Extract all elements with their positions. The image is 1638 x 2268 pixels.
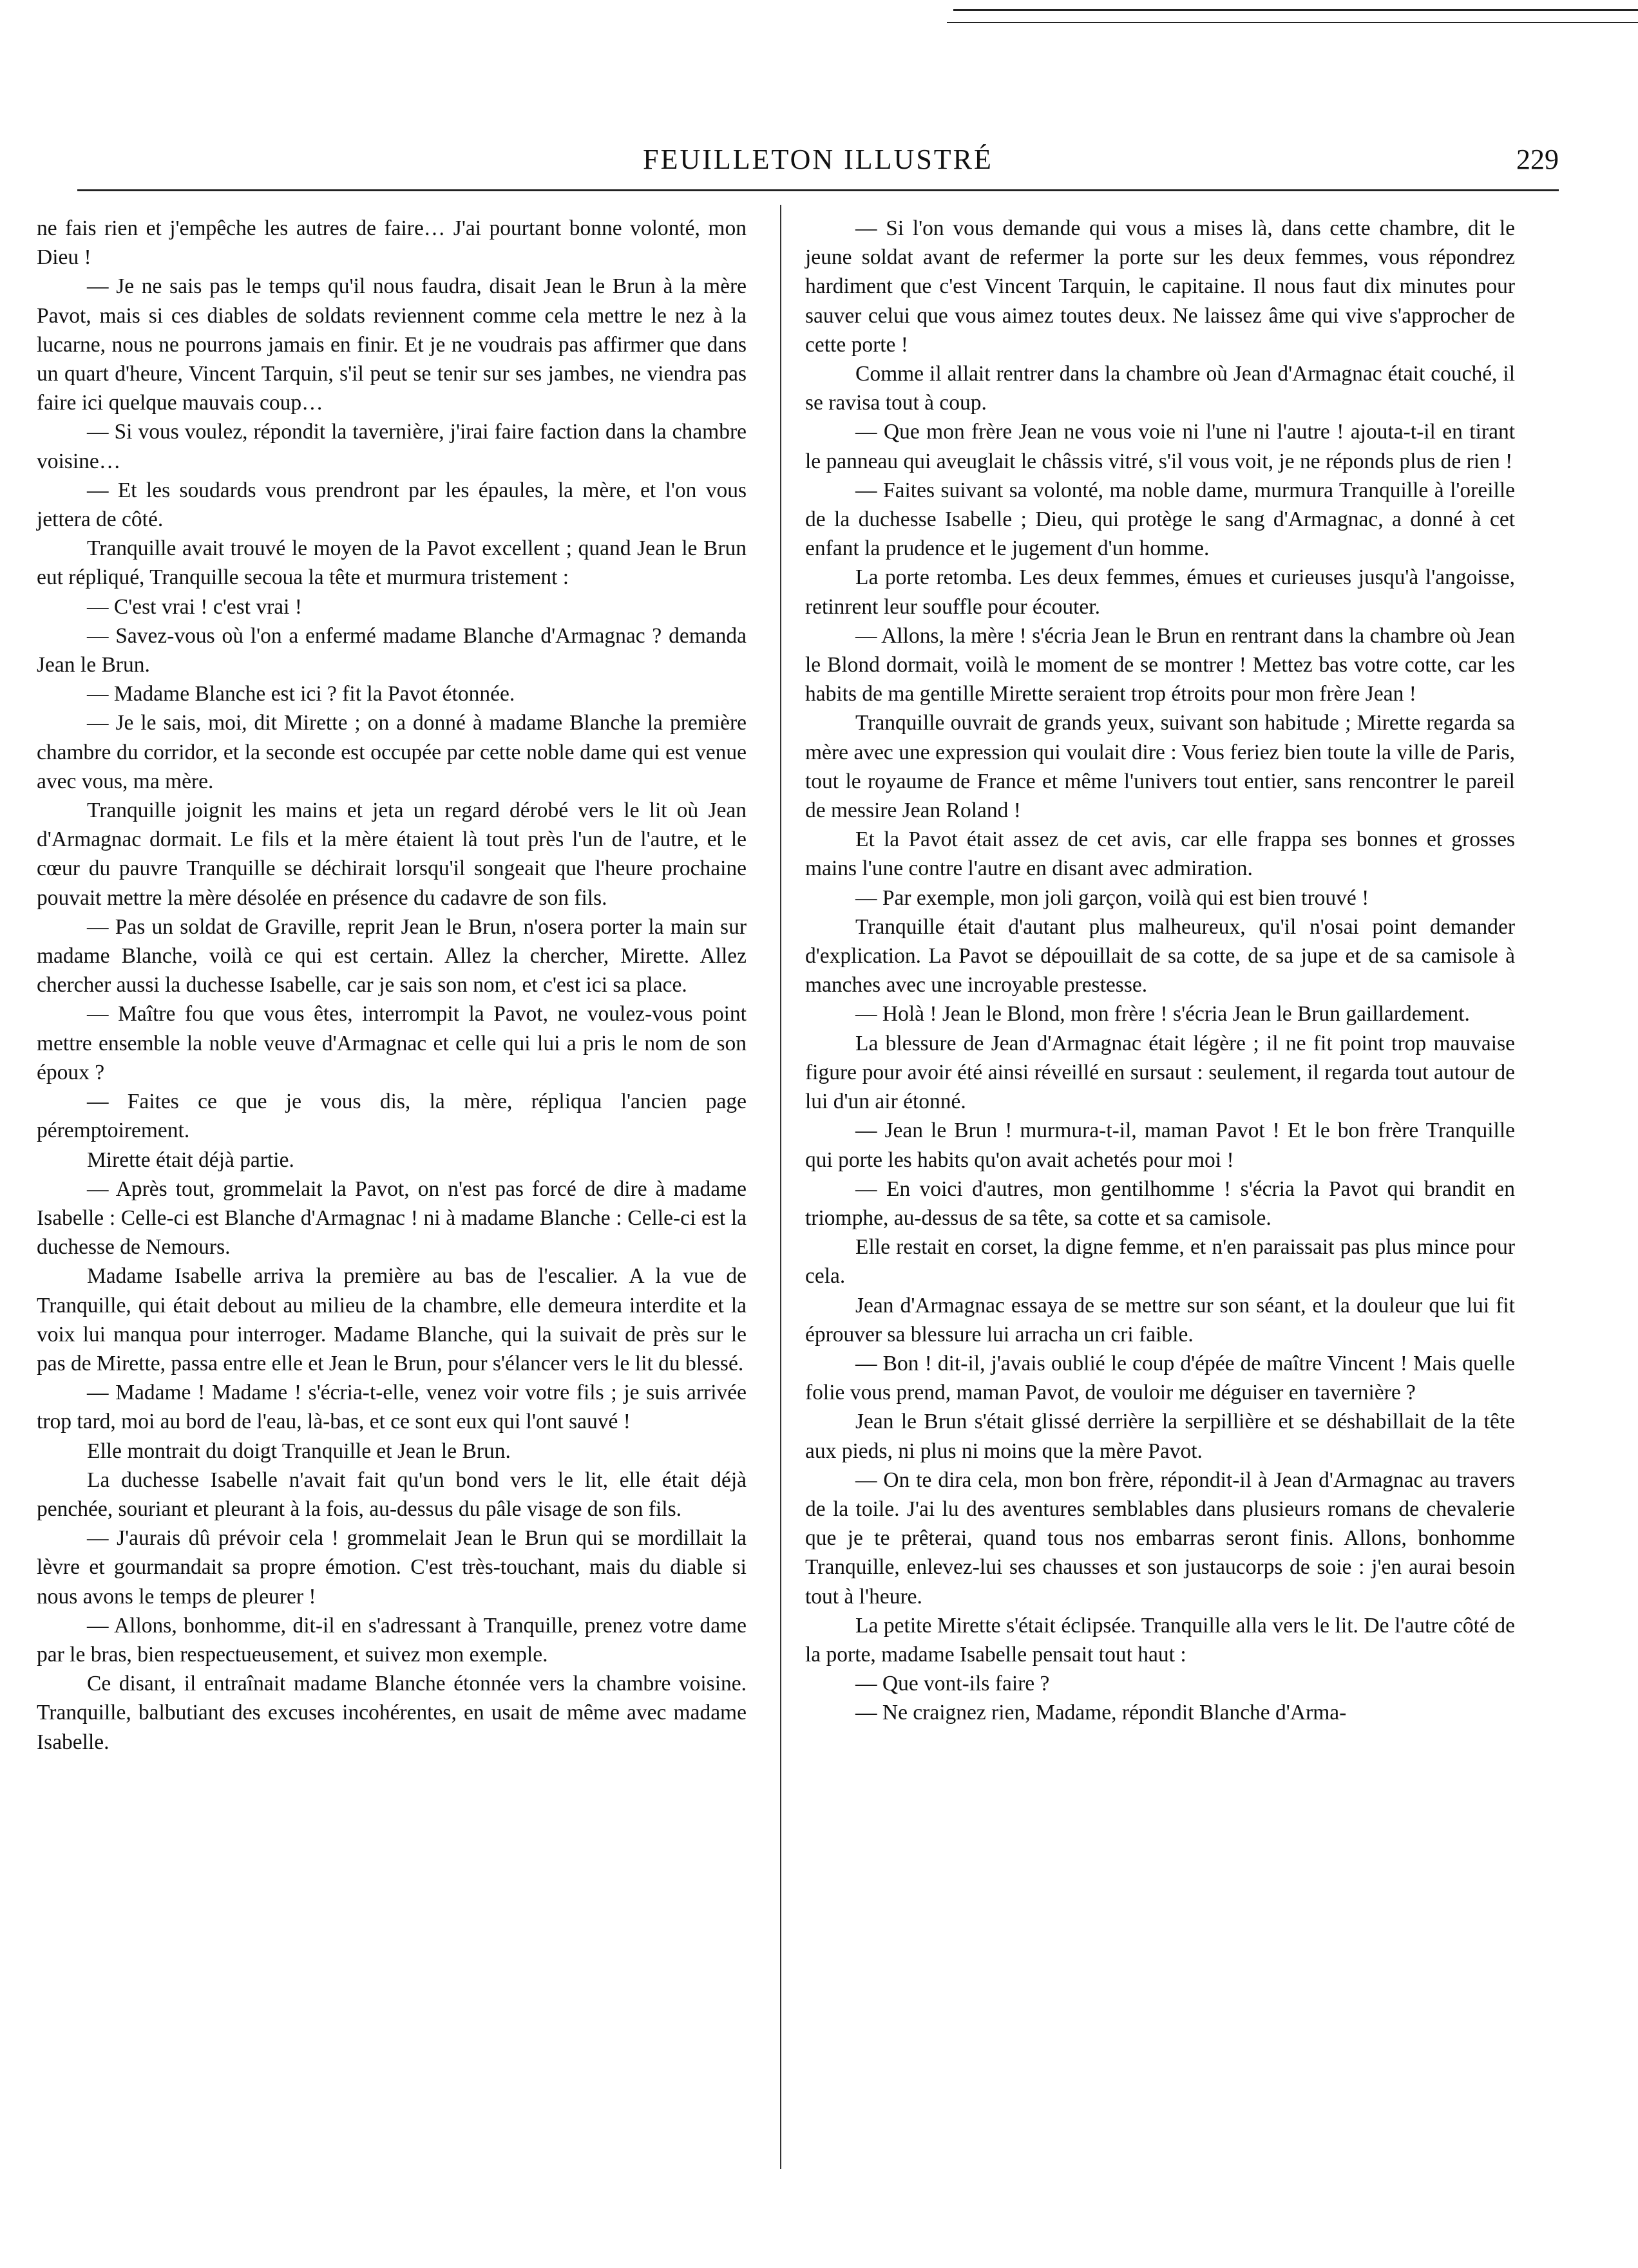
paragraph: — Holà ! Jean le Blond, mon frère ! s'écria Jean le Brun gaillardement. xyxy=(855,1002,1470,1026)
paragraph: — Jean le Brun ! murmura-t-il, maman Pavot ! Et le bon frère Tranquille qui porte les habits qu'on avait achetés pour moi ! xyxy=(805,1119,1515,1172)
paragraph: — Si l'on vous demande qui vous a mises là, dans cette chambre, dit le jeune soldat avant de refermer la porte sur les deux femmes, vous répondrez hardiment que c'est Vincent Tarquin, le capitaine. Il nous faut dix minutes pour sauver celui que vous aimez toutes deux. Ne laissez âme qui vive s'approcher de cette porte ! xyxy=(805,216,1515,357)
paragraph: — C'est vrai ! c'est vrai ! xyxy=(87,594,302,619)
header-rule xyxy=(77,189,1559,191)
paragraph: Jean le Brun s'était glissé derrière la serpillière et se déshabillait de la tête aux pieds, ni plus ni moins que la mère Pavot. xyxy=(805,1410,1515,1463)
paragraph: — J'aurais dû prévoir cela ! grommelait Jean le Brun qui se mordillait la lèvre et gourmandait sa propre émotion. C'est très-touchant, mais du diable si nous avons le temps de pleurer ! xyxy=(37,1526,747,1609)
paragraph: Comme il allait rentrer dans la chambre où Jean d'Armagnac était couché, il se ravisa tout à coup. xyxy=(805,362,1515,415)
paragraph: — Je le sais, moi, dit Mirette ; on a donné à madame Blanche la première chambre du corridor, et la seconde est occupée par cette noble dame qui est venue avec vous, ma mère. xyxy=(37,711,747,793)
running-title: FEUILLETON ILLUSTRÉ xyxy=(643,144,993,175)
paragraph: — Je ne sais pas le temps qu'il nous faudra, disait Jean le Brun à la mère Pavot, mais si ces diables de soldats reviennent comme cela mettre le nez à la lucarne, nous ne pourrons jamais en finir. Et je ne voudrais pas affirmer que dans un quart d'heure, Vincent Tarquin, s'il peut se tenir sur ses jambes, ne viendra pas faire ici quelque mauvais coup… xyxy=(37,274,747,415)
paragraph: Elle montrait du doigt Tranquille et Jean le Brun. xyxy=(87,1439,511,1463)
paragraph: — En voici d'autres, mon gentilhomme ! s'écria la Pavot qui brandit en triomphe, au-dessus de sa tête, sa cotte et sa camisole. xyxy=(805,1177,1515,1230)
paragraph: — Ne craignez rien, Madame, répondit Blanche d'Arma- xyxy=(855,1701,1347,1725)
right-column xyxy=(805,214,1515,1728)
paragraph: — Par exemple, mon joli garçon, voilà qui est bien trouvé ! xyxy=(855,885,1369,910)
paragraph: ne fais rien et j'empêche les autres de faire… J'ai pourtant bonne volonté, mon Dieu ! xyxy=(37,216,747,270)
left-column xyxy=(37,214,747,1757)
top-edge-rule xyxy=(953,9,1638,11)
paragraph: — Madame ! Madame ! s'écria-t-elle, venez voir votre fils ; je suis arrivée trop tard, moi au bord de l'eau, là-bas, et ce sont eux qui l'ont sauvé ! xyxy=(37,1381,747,1434)
paragraph: — Si vous voulez, répondit la tavernière, j'irai faire faction dans la chambre voisine… xyxy=(37,420,747,473)
column-divider xyxy=(780,205,781,2169)
paragraph: — On te dira cela, mon bon frère, répondit-il à Jean d'Armagnac au travers de la toile. J'ai lu des aventures semblables dans plusieurs romans de chevalerie que je te prêterai, quand tous nos embarras seront finis. Allons, bonhomme Tranquille, enlevez-lui ses chausses et son justaucorps de soie : j'en aurai besoin tout à l'heure. xyxy=(805,1468,1515,1609)
paragraph: — Et les soudards vous prendront par les épaules, la mère, et l'on vous jettera de côté. xyxy=(37,478,747,532)
paragraph: — Madame Blanche est ici ? fit la Pavot étonnée. xyxy=(87,682,515,706)
paragraph: — Allons, bonhomme, dit-il en s'adressant à Tranquille, prenez votre dame par le bras, bien respectueusement, et suivez mon exemple. xyxy=(37,1613,747,1667)
paragraph: La blessure de Jean d'Armagnac était légère ; il ne fit point trop mauvaise figure pour avoir été ainsi réveillé en sursaut : seulement, il regarda tout autour de lui d'un air étonné. xyxy=(805,1031,1515,1114)
paragraph: — Pas un soldat de Graville, reprit Jean le Brun, n'osera porter la main sur madame Blanche, voilà ce qui est certain. Allez la chercher, Mirette. Allez chercher aussi la duchesse Isabelle, car je sais son nom, et c'est ici sa place. xyxy=(37,914,747,997)
paragraph: — Après tout, grommelait la Pavot, on n'est pas forcé de dire à madame Isabelle : Celle-ci est Blanche d'Armagnac ! ni à madame Blanche : Celle-ci est la duchesse de Nemours. xyxy=(37,1177,747,1260)
paragraph: Tranquille avait trouvé le moyen de la Pavot excellent ; quand Jean le Brun eut répliqué, Tranquille secoua la tête et murmura tristement : xyxy=(37,536,747,590)
paragraph: Tranquille ouvrait de grands yeux, suivant son habitude ; Mirette regarda sa mère avec une expression qui voulait dire : Vous feriez bien toute la ville de Paris, tout le royaume de France et même l'univers tout entier, sans rencontrer le pareil de messire Jean Roland ! xyxy=(805,711,1515,823)
paragraph: Et la Pavot était assez de cet avis, car elle frappa ses bonnes et grosses mains l'une contre l'autre en disant avec admiration. xyxy=(805,827,1515,881)
paragraph: — Savez-vous où l'on a enfermé madame Blanche d'Armagnac ? demanda Jean le Brun. xyxy=(37,623,747,677)
paragraph: La petite Mirette s'était éclipsée. Tranquille alla vers le lit. De l'autre côté de la porte, madame Isabelle pensait tout haut : xyxy=(805,1613,1515,1667)
paragraph: — Allons, la mère ! s'écria Jean le Brun en rentrant dans la chambre où Jean le Blond dormait, voilà le moment de se montrer ! Mettez bas votre cotte, car les habits de ma gentille Mirette seraient trop étroits pour mon frère Jean ! xyxy=(805,623,1515,706)
paragraph: Madame Isabelle arriva la première au bas de l'escalier. A la vue de Tranquille, qui était debout au milieu de la chambre, elle demeura interdite et la voix lui manqua pour interroger. Madame Blanche, qui la suivait de près sur le pas de Mirette, passa entre elle et Jean le Brun, pour s'élancer vers le lit du blessé. xyxy=(37,1264,747,1375)
paragraph: La duchesse Isabelle n'avait fait qu'un bond vers le lit, elle était déjà penchée, souriant et pleurant à la fois, au-dessus du pâle visage de son fils. xyxy=(37,1468,747,1521)
paragraph: — Faites suivant sa volonté, ma noble dame, murmura Tranquille à l'oreille de la duchesse Isabelle ; Dieu, qui protège le sang d'Armagnac, a donné à cet enfant la prudence et le jugement d'un homme. xyxy=(805,478,1515,561)
paragraph: La porte retomba. Les deux femmes, émues et curieuses jusqu'à l'angoisse, retinrent leur souffle pour écouter. xyxy=(805,565,1515,619)
top-edge-rule-secondary xyxy=(947,22,1638,23)
paragraph: Elle restait en corset, la digne femme, et n'en paraissait pas plus mince pour cela. xyxy=(805,1235,1515,1289)
paragraph: — Bon ! dit-il, j'avais oublié le coup d'épée de maître Vincent ! Mais quelle folie vous prend, maman Pavot, de vouloir me déguiser en tavernière ? xyxy=(805,1351,1515,1405)
page-number: 229 xyxy=(1516,144,1559,175)
paragraph: Tranquille était d'autant plus malheureux, qu'il n'osai point demander d'explication. La Pavot se dépouillait de sa cotte, de sa jupe et de sa camisole à manches avec une incroyable prestesse. xyxy=(805,914,1515,997)
paragraph: — Que vont-ils faire ? xyxy=(855,1672,1050,1696)
paragraph: — Que mon frère Jean ne vous voie ni l'une ni l'autre ! ajouta-t-il en tirant le panneau qui aveuglait le châssis vitré, s'il vous voit, je ne réponds plus de rien ! xyxy=(805,420,1515,473)
page-header xyxy=(77,143,1559,182)
paragraph: — Maître fou que vous êtes, interrompit la Pavot, ne voulez-vous point mettre ensemble la noble veuve d'Armagnac et celle qui lui a pris le nom de son époux ? xyxy=(37,1002,747,1084)
paragraph: Ce disant, il entraînait madame Blanche étonnée vers la chambre voisine. Tranquille, balbutiant des excuses incohérentes, en usait de même avec madame Isabelle. xyxy=(37,1672,747,1754)
paragraph: Mirette était déjà partie. xyxy=(87,1148,294,1172)
paragraph: Tranquille joignit les mains et jeta un regard dérobé vers le lit où Jean d'Armagnac dormait. Le fils et la mère étaient là tout près l'un de l'autre, et le cœur du pauvre Tranquille se déchirait lorsqu'il songeait que l'heure prochaine pouvait mettre la mère désolée en présence du cadavre de son fils. xyxy=(37,799,747,910)
paragraph: — Faites ce que je vous dis, la mère, répliqua l'ancien page péremptoirement. xyxy=(37,1090,747,1143)
paragraph: Jean d'Armagnac essaya de se mettre sur son séant, et la douleur que lui fit éprouver sa blessure lui arracha un cri faible. xyxy=(805,1293,1515,1347)
